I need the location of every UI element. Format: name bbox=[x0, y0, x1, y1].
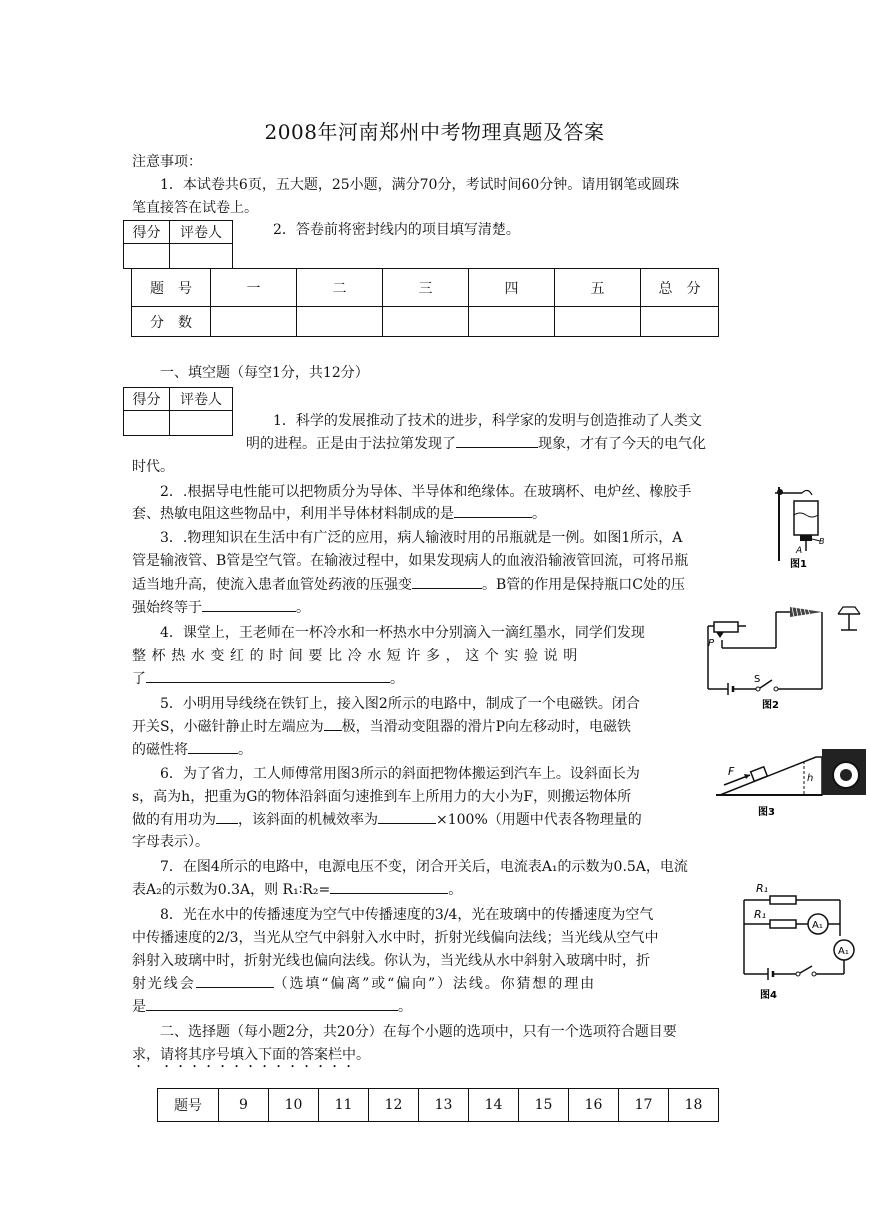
answer-table-number: 11 bbox=[319, 1089, 369, 1122]
answer-table-number: 10 bbox=[269, 1089, 319, 1122]
notes-item-2: 2．答卷前将密封线内的项目填写清楚。 bbox=[273, 222, 520, 238]
score-label: 得分 bbox=[124, 221, 170, 244]
figure-3-incline bbox=[712, 745, 868, 821]
answer-table-header: 题号 bbox=[158, 1089, 219, 1122]
score-cell[interactable] bbox=[469, 307, 555, 337]
section1-heading: 一、填空题（每空1分，共12分） bbox=[160, 365, 369, 381]
answer-table-number: 16 bbox=[569, 1089, 619, 1122]
score-table-header: 五 bbox=[555, 269, 641, 307]
figure-4-caption: 图4 bbox=[760, 990, 777, 1001]
score-cell[interactable] bbox=[555, 307, 641, 337]
answer-table-number: 15 bbox=[519, 1089, 569, 1122]
score-table-header: 一 bbox=[211, 269, 297, 307]
q6-blank-2[interactable] bbox=[378, 809, 436, 824]
grader-cell[interactable] bbox=[170, 244, 233, 269]
q3-blank-2[interactable] bbox=[202, 597, 296, 612]
score-table-header: 四 bbox=[469, 269, 555, 307]
figure-3-caption: 图3 bbox=[758, 807, 775, 818]
figure-4-label-a2: A₁ bbox=[838, 946, 849, 957]
figure-2-electromagnet-circuit bbox=[700, 604, 868, 712]
score-table bbox=[131, 268, 719, 337]
q2-blank[interactable] bbox=[454, 503, 532, 518]
q6-blank-1[interactable] bbox=[216, 809, 238, 824]
q7-line2: 表A₂的示数为0.3A，则 R₁∶R₂= 。 bbox=[132, 879, 462, 901]
q1-blank[interactable] bbox=[456, 433, 538, 448]
q6-line2: s，高为h，把重为G的物体沿斜面匀速推到车上所用力的大小为F，则搬运物体所 bbox=[132, 789, 632, 805]
figure-3-label-h: h bbox=[807, 773, 814, 784]
score-cell[interactable] bbox=[297, 307, 383, 337]
q7-line1: 7．在图4所示的电路中，电源电压不变，闭合开关后，电流表A₁的示数为0.5A，电流 bbox=[160, 859, 688, 875]
figure-1-drip-bottle bbox=[772, 483, 830, 573]
q6-line1: 6．为了省力，工人师傅常用图3所示的斜面把物体搬运到汽车上。设斜面长为 bbox=[160, 766, 640, 782]
section2-heading: 二、选择题（每小题2分，共20分）在每个小题的选项中，只有一个选项符合题目要 bbox=[160, 1024, 677, 1040]
grader-cell[interactable] bbox=[170, 411, 233, 436]
score-cell[interactable] bbox=[124, 411, 170, 436]
q4-line1: 4．课堂上，王老师在一杯冷水和一杯热水中分别滴入一滴红墨水，同学们发现 bbox=[160, 625, 645, 641]
q8-blank-2[interactable] bbox=[146, 996, 398, 1011]
grader-label: 评卷人 bbox=[170, 221, 233, 244]
q6-line3: 做的有用功为 ，该斜面的机械效率为 ×100%（用题中代表各物理量的 bbox=[132, 809, 642, 831]
q1-line1: 1．科学的发展推动了技术的进步，科学家的发明与创造推动了人类文 bbox=[273, 413, 702, 429]
score-cell[interactable] bbox=[641, 307, 719, 337]
answer-table-number: 12 bbox=[369, 1089, 419, 1122]
q2-line2: 套、热敏电阻这些物品中，利用半导体材料制成的是 。 bbox=[132, 503, 546, 525]
figure-2-label-s: S bbox=[754, 674, 761, 685]
q8-line1: 8．光在水中的传播速度为空气中传播速度的3/4，光在玻璃中的传播速度为空气 bbox=[160, 907, 654, 923]
q3-line3: 适当地升高，使流入患者血管处药液的压强变 。B管的作用是保持瓶口C处的压 bbox=[132, 574, 685, 596]
q7-blank[interactable] bbox=[330, 879, 448, 894]
score-table-header: 二 bbox=[297, 269, 383, 307]
page-title: 2008年河南郑州中考物理真题及答案 bbox=[264, 120, 605, 144]
figure-3-label-f: F bbox=[728, 765, 735, 778]
figure-4-label-r2: R₁ bbox=[754, 908, 767, 921]
figure-2-caption: 图2 bbox=[762, 700, 779, 711]
grader-label: 评卷人 bbox=[170, 388, 233, 411]
score-table-header: 题 号 bbox=[132, 269, 211, 307]
score-box-2 bbox=[123, 387, 233, 436]
q1-line2: 明的进程。正是由于法拉第发现了 现象，才有了今天的电气化 bbox=[246, 433, 706, 455]
notes-heading: 注意事项： bbox=[132, 154, 202, 170]
q5-blank-2[interactable] bbox=[188, 739, 238, 754]
q3-blank-1[interactable] bbox=[412, 574, 482, 589]
score-cell[interactable] bbox=[383, 307, 469, 337]
notes-item-1: 1．本试卷共6页，五大题，25小题，满分70分，考试时间60分钟。请用钢笔或圆珠 bbox=[160, 177, 680, 193]
figure-4-label-a1: A₁ bbox=[812, 920, 823, 931]
score-table-header: 总 分 bbox=[641, 269, 719, 307]
score-cell[interactable] bbox=[124, 244, 170, 269]
q5-line3: 的磁性将 。 bbox=[132, 739, 252, 761]
q4-blank[interactable] bbox=[146, 668, 390, 683]
q4-line2: 整杯热水变红的时间要比冷水短许多，这个实验说明 bbox=[132, 648, 583, 664]
answer-table-number: 13 bbox=[419, 1089, 469, 1122]
section2-heading-cont: 求，请将其序号填入下面的答案栏中。 bbox=[132, 1047, 370, 1063]
q3-line4: 强始终等于 。 bbox=[132, 597, 310, 619]
q3-line2: 管是输液管、B管是空气管。在输液过程中，如果发现病人的血液沿输液管回流，可将吊瓶 bbox=[132, 553, 689, 569]
q8-line2: 中传播速度的2/3，当光从空气中斜射入水中时，折射光线偏向法线；当光线从空气中 bbox=[132, 930, 659, 946]
q8-line4: 射光线会 （选填“偏离”或“偏向”）法线。你猜想的理由 bbox=[132, 973, 596, 995]
figure-2-label-p: P bbox=[708, 638, 715, 649]
answer-table-number: 18 bbox=[669, 1089, 719, 1122]
figure-1-label-b: B bbox=[819, 537, 825, 546]
q2-line1: 2．.根据导电性能可以把物质分为导体、半导体和绝缘体。在玻璃杯、电炉丝、橡胶手 bbox=[160, 484, 692, 500]
answer-table-number: 14 bbox=[469, 1089, 519, 1122]
q5-line2: 开关S，小磁针静止时左端应为 极，当滑动变阻器的滑片P向左移动时，电磁铁 bbox=[132, 716, 631, 738]
answer-table-number: 9 bbox=[219, 1089, 269, 1122]
answer-table-number: 17 bbox=[619, 1089, 669, 1122]
figure-1-caption: 图1 bbox=[790, 559, 807, 570]
figure-1-label-a: A bbox=[796, 546, 803, 556]
q3-line1: 3．.物理知识在生活中有广泛的应用，病人输液时用的吊瓶就是一例。如图1所示，A bbox=[160, 530, 683, 546]
score-label: 得分 bbox=[124, 388, 170, 411]
figure-4-label-r1: R₁ bbox=[756, 882, 769, 895]
q6-line4: 字母表示）。 bbox=[132, 834, 209, 850]
q8-line5: 是 。 bbox=[132, 996, 412, 1018]
figure-4-circuit bbox=[734, 878, 866, 1004]
answer-table bbox=[157, 1088, 719, 1122]
score-table-header: 三 bbox=[383, 269, 469, 307]
score-cell[interactable] bbox=[211, 307, 297, 337]
q8-blank-1[interactable] bbox=[196, 973, 274, 988]
q5-line1: 5．小明用导线绕在铁钉上，接入图2所示的电路中，制成了一个电磁铁。闭合 bbox=[160, 696, 640, 712]
q8-line3: 斜射入玻璃中时，折射光线也偏向法线。你认为，当光线从水中斜射入玻璃中时，折 bbox=[132, 953, 650, 969]
q4-line3: 了 。 bbox=[132, 668, 404, 690]
q1-line3: 时代。 bbox=[132, 459, 174, 475]
score-box-1 bbox=[123, 220, 233, 269]
score-row-label: 分 数 bbox=[132, 307, 211, 337]
q5-blank-1[interactable] bbox=[324, 716, 342, 731]
notes-item-1-cont: 笔直接答在试卷上。 bbox=[132, 200, 258, 216]
